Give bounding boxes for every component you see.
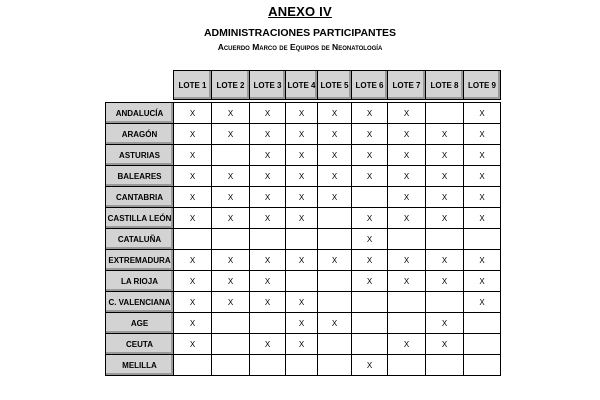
row-header: ANDALUCÍA — [106, 103, 174, 124]
document-subtitle-agreement: Acuerdo Marco de Equipos de Neonatología — [217, 42, 383, 52]
row-header: AGE — [106, 313, 174, 334]
column-header-lote-3: LOTE 3 — [250, 71, 286, 100]
column-header-lote-8: LOTE 8 — [426, 71, 464, 100]
participation-cell: X — [388, 145, 426, 166]
participation-cell: X — [352, 145, 388, 166]
participation-cell: X — [352, 355, 388, 376]
participation-cell: X — [318, 124, 352, 145]
participation-cell: X — [174, 292, 212, 313]
table-row — [106, 145, 501, 166]
participation-cell — [318, 334, 352, 355]
participation-cell — [318, 208, 352, 229]
participation-cell: X — [318, 103, 352, 124]
column-header-lote-6: LOTE 6 — [352, 71, 388, 100]
participation-cell: X — [426, 166, 464, 187]
participation-cell: X — [286, 208, 318, 229]
participation-cell — [286, 229, 318, 250]
participation-cell: X — [388, 334, 426, 355]
participation-cell: X — [286, 124, 318, 145]
column-header-lote-1: LOTE 1 — [174, 71, 212, 100]
participation-cell: X — [426, 124, 464, 145]
participation-cell — [174, 229, 212, 250]
column-header-lote-7: LOTE 7 — [388, 71, 426, 100]
participation-cell: X — [426, 271, 464, 292]
participation-cell — [388, 229, 426, 250]
participation-cell — [464, 355, 501, 376]
row-header: ASTURIAS — [106, 145, 174, 166]
row-header: CATALUÑA — [106, 229, 174, 250]
participation-cell: X — [250, 145, 286, 166]
participation-cell — [426, 103, 464, 124]
participation-cell — [318, 355, 352, 376]
participation-cell: X — [250, 187, 286, 208]
table-row — [106, 250, 501, 271]
participation-cell: X — [174, 166, 212, 187]
participation-cell: X — [250, 166, 286, 187]
participation-cell: X — [464, 208, 501, 229]
participation-cell: X — [212, 271, 250, 292]
participation-cell: X — [318, 145, 352, 166]
participation-cell — [318, 271, 352, 292]
table-row — [106, 355, 501, 376]
participation-cell: X — [318, 166, 352, 187]
column-header-lote-4: LOTE 4 — [286, 71, 318, 100]
participation-cell — [426, 292, 464, 313]
participation-cell: X — [286, 313, 318, 334]
participation-cell — [464, 313, 501, 334]
participation-cell: X — [212, 124, 250, 145]
participation-cell — [250, 355, 286, 376]
table-row — [106, 166, 501, 187]
row-header: MELILLA — [106, 355, 174, 376]
participation-cell: X — [250, 208, 286, 229]
participation-cell: X — [174, 124, 212, 145]
participation-cell: X — [250, 124, 286, 145]
row-header: EXTREMADURA — [106, 250, 174, 271]
participation-cell — [212, 355, 250, 376]
participation-cell: X — [286, 145, 318, 166]
participation-cell: X — [464, 145, 501, 166]
participation-cell: X — [352, 250, 388, 271]
participation-cell: X — [318, 313, 352, 334]
column-header-lote-5: LOTE 5 — [318, 71, 352, 100]
participation-cell: X — [174, 187, 212, 208]
participation-cell — [464, 229, 501, 250]
participation-cell — [318, 229, 352, 250]
participation-cell: X — [212, 250, 250, 271]
participation-cell — [352, 292, 388, 313]
participation-cell: X — [352, 229, 388, 250]
participation-cell — [388, 313, 426, 334]
participation-cell — [250, 313, 286, 334]
participation-cell: X — [352, 124, 388, 145]
row-header: C. VALENCIANA — [106, 292, 174, 313]
row-header: CEUTA — [106, 334, 174, 355]
participation-cell: X — [426, 145, 464, 166]
column-header-lote-2: LOTE 2 — [212, 71, 250, 100]
participation-cell: X — [250, 271, 286, 292]
row-header: BALEARES — [106, 166, 174, 187]
participation-cell: X — [388, 250, 426, 271]
participation-cell — [464, 334, 501, 355]
participation-cell: X — [388, 124, 426, 145]
participation-cell: X — [352, 166, 388, 187]
participation-cell — [426, 355, 464, 376]
participation-cell: X — [286, 166, 318, 187]
participation-cell: X — [250, 292, 286, 313]
participation-cell: X — [174, 208, 212, 229]
participation-cell — [212, 334, 250, 355]
participation-cell: X — [286, 187, 318, 208]
table-row — [106, 124, 501, 145]
row-header: CANTABRIA — [106, 187, 174, 208]
participation-cell — [352, 313, 388, 334]
participation-cell: X — [426, 250, 464, 271]
participation-cell: X — [464, 292, 501, 313]
column-header-lote-9: LOTE 9 — [464, 71, 501, 100]
participation-cell — [388, 292, 426, 313]
row-header: LA RIOJA — [106, 271, 174, 292]
participation-cell: X — [464, 103, 501, 124]
participation-cell: X — [174, 145, 212, 166]
participation-cell — [212, 145, 250, 166]
participation-cell — [250, 229, 286, 250]
participation-cell: X — [464, 271, 501, 292]
participation-cell: X — [286, 250, 318, 271]
row-header: ARAGÓN — [106, 124, 174, 145]
participation-cell: X — [286, 103, 318, 124]
participation-cell — [286, 271, 318, 292]
participation-cell: X — [174, 103, 212, 124]
participants-table — [105, 70, 501, 376]
participation-cell: X — [286, 334, 318, 355]
participation-cell — [352, 334, 388, 355]
document-subtitle: ADMINISTRACIONES PARTICIPANTES — [203, 27, 397, 39]
participation-cell: X — [426, 187, 464, 208]
participation-cell: X — [388, 208, 426, 229]
document-title: ANEXO IV — [268, 4, 332, 19]
participation-cell: X — [464, 187, 501, 208]
participation-cell — [212, 229, 250, 250]
participation-cell — [352, 187, 388, 208]
participation-cell: X — [352, 103, 388, 124]
participation-cell — [286, 355, 318, 376]
participation-cell: X — [426, 208, 464, 229]
participation-cell: X — [464, 166, 501, 187]
participation-cell: X — [426, 313, 464, 334]
participation-cell: X — [318, 250, 352, 271]
participation-cell: X — [174, 271, 212, 292]
participation-cell: X — [388, 166, 426, 187]
participation-cell: X — [212, 187, 250, 208]
participation-cell: X — [174, 313, 212, 334]
table-body — [106, 100, 501, 376]
participation-cell — [426, 229, 464, 250]
table-row — [106, 103, 501, 124]
table-row — [106, 229, 501, 250]
table-corner — [106, 71, 174, 100]
participation-cell: X — [174, 250, 212, 271]
participation-cell: X — [250, 334, 286, 355]
table-row — [106, 187, 501, 208]
participation-cell: X — [212, 166, 250, 187]
participation-cell: X — [250, 103, 286, 124]
participation-cell — [388, 355, 426, 376]
participation-cell — [174, 355, 212, 376]
row-header: CASTILLA LEÓN — [106, 208, 174, 229]
participation-cell: X — [464, 124, 501, 145]
participation-cell: X — [212, 208, 250, 229]
participation-cell: X — [212, 292, 250, 313]
participation-cell: X — [174, 334, 212, 355]
table-row — [106, 313, 501, 334]
table-row — [106, 208, 501, 229]
participation-cell — [318, 292, 352, 313]
table-row — [106, 334, 501, 355]
table-row — [106, 271, 501, 292]
participation-cell: X — [388, 271, 426, 292]
participation-cell: X — [388, 103, 426, 124]
participation-cell: X — [212, 103, 250, 124]
participation-cell: X — [464, 250, 501, 271]
participation-cell: X — [250, 250, 286, 271]
participation-cell: X — [426, 334, 464, 355]
participation-cell — [212, 313, 250, 334]
table-header-row — [106, 71, 501, 100]
participation-cell: X — [318, 187, 352, 208]
participation-cell: X — [286, 292, 318, 313]
participation-cell: X — [352, 271, 388, 292]
table-row — [106, 292, 501, 313]
participation-cell: X — [352, 208, 388, 229]
participation-cell: X — [388, 187, 426, 208]
